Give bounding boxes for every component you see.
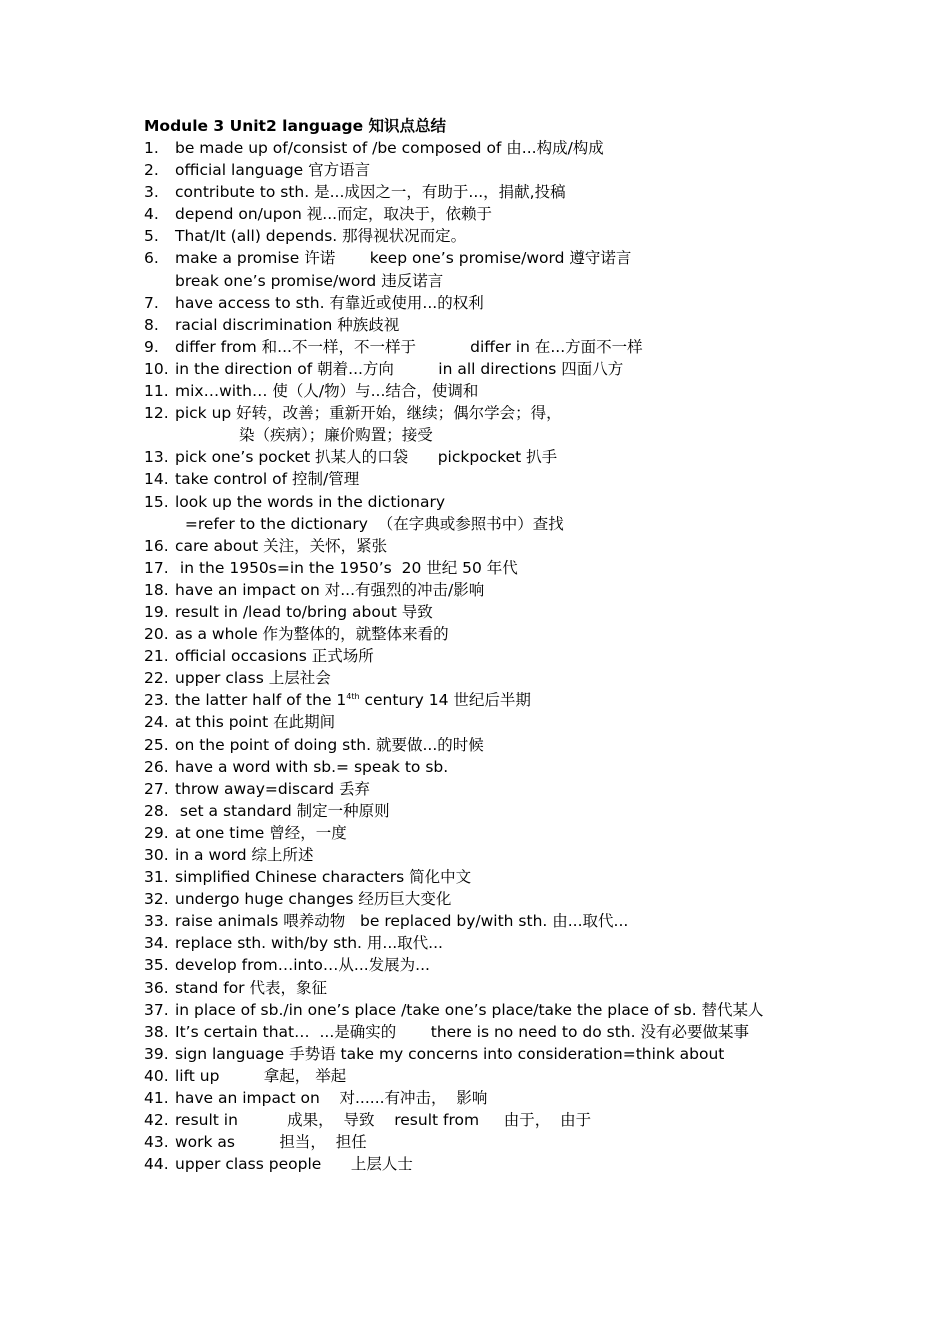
item-text — [175, 1065, 809, 1087]
item-text — [175, 203, 809, 225]
item-text — [175, 954, 809, 976]
list-item — [144, 756, 809, 778]
item-main-text: make a promise 许诺 keep one’s promise/word 遵守诺言 — [175, 249, 632, 268]
list-item — [144, 1021, 809, 1043]
item-main-text: racial discrimination 种族歧视 — [175, 315, 400, 334]
item-number: 26. — [144, 757, 169, 776]
item-text — [175, 778, 809, 800]
item-number: 16. — [144, 536, 169, 555]
item-main-text: depend on/upon 视...而定，取决于，依赖于 — [175, 205, 493, 224]
item-main-text: in the 1950s=in the 1950’s 20 世纪 50 年代 — [175, 558, 518, 577]
list-item — [144, 579, 809, 601]
item-text — [175, 181, 809, 203]
list-item — [144, 623, 809, 645]
item-main-text: care about 关注，关怀，紧张 — [175, 536, 388, 555]
item-main-text: That/It (all) depends. 那得视状况而定。 — [175, 227, 467, 246]
item-main-text: raise animals 喂养动物 be replaced by/with sth. 由...取代... — [175, 912, 629, 931]
list-item — [144, 645, 809, 667]
item-main-text: It’s certain that… ...是确实的 there is no need to do sth. 没有必要做某事 — [175, 1022, 749, 1041]
item-text — [175, 579, 809, 601]
list-item — [144, 137, 809, 159]
item-main-text: as a whole 作为整体的，就整体来看的 — [175, 625, 449, 644]
item-text — [175, 910, 809, 932]
list-item — [144, 557, 809, 579]
list-item — [144, 778, 809, 800]
item-number: 36. — [144, 978, 169, 997]
item-text — [175, 225, 809, 247]
item-number: 27. — [144, 779, 169, 798]
item-main-text: pick one’s pocket 扒某人的口袋 pickpocket 扒手 — [175, 448, 558, 467]
list-item — [144, 800, 809, 822]
list-item — [144, 1043, 809, 1065]
item-number: 6. — [144, 249, 159, 268]
list-item — [144, 247, 809, 291]
item-number: 1. — [144, 139, 159, 157]
item-text — [175, 800, 809, 822]
item-text — [175, 601, 809, 623]
item-main-text: have access to sth. 有靠近或使用...的权利 — [175, 293, 484, 312]
item-number: 34. — [144, 934, 169, 953]
item-main-text: work as 担当， 担任 — [175, 1133, 367, 1152]
item-number: 41. — [144, 1089, 169, 1108]
item-text — [175, 314, 809, 336]
item-number: 13. — [144, 448, 169, 467]
item-text — [175, 535, 809, 557]
list-item — [144, 822, 809, 844]
item-number: 18. — [144, 580, 169, 599]
item-number: 11. — [144, 382, 169, 401]
item-text — [175, 358, 809, 380]
item-main-text: have an impact on 对......有冲击， 影响 — [175, 1089, 488, 1108]
item-main-text: take control of 控制/管理 — [175, 470, 360, 489]
item-text — [175, 247, 809, 269]
item-text — [175, 734, 809, 756]
item-main-text: official occasions 正式场所 — [175, 647, 374, 666]
superscript-text: 4th — [346, 692, 360, 702]
item-main-text: replace sth. with/by sth. 用...取代... — [175, 934, 443, 953]
item-text — [175, 1087, 809, 1109]
item-main-text: look up the words in the dictionary — [175, 492, 446, 511]
item-number: 7. — [144, 293, 159, 312]
item-main-text: result in 成果， 导致 result from 由于， 由于 — [175, 1111, 592, 1130]
item-number: 28. — [144, 801, 169, 820]
item-number: 42. — [144, 1111, 169, 1130]
list-item — [144, 402, 809, 446]
item-number: 2. — [144, 161, 159, 180]
item-main-text: throw away=discard 丢弃 — [175, 779, 370, 798]
list-item — [144, 734, 809, 756]
item-main-text: develop from…into…从...发展为... — [175, 956, 430, 975]
item-number: 22. — [144, 669, 169, 688]
item-text — [175, 888, 809, 910]
list-item — [144, 1153, 809, 1175]
item-text — [175, 623, 809, 645]
item-number: 15. — [144, 492, 169, 511]
item-number: 24. — [144, 713, 169, 732]
item-number: 10. — [144, 359, 169, 378]
item-text — [175, 932, 809, 954]
item-continuation: =refer to the dictionary （在字典或参照书中）查找 — [175, 514, 564, 533]
item-main-text: simplified Chinese characters 简化中文 — [175, 868, 472, 887]
item-text — [175, 667, 809, 689]
item-number: 14. — [144, 470, 169, 489]
item-number: 19. — [144, 602, 169, 621]
item-main-text: in a word 综上所述 — [175, 846, 314, 864]
item-number: 32. — [144, 890, 169, 909]
item-main-text: stand for 代表，象征 — [175, 978, 327, 997]
item-main-text: official language 官方语言 — [175, 161, 371, 180]
list-item — [144, 446, 809, 468]
item-text — [175, 999, 809, 1021]
notes-content — [144, 115, 809, 1175]
list-item — [144, 689, 809, 711]
item-text — [175, 491, 809, 513]
item-main-text: sign language 手势语 take my concerns into consideration=think about — [175, 1044, 725, 1063]
item-text — [175, 1131, 809, 1153]
list-item — [144, 844, 809, 866]
list-item — [144, 999, 809, 1021]
item-text — [175, 822, 809, 844]
item-text — [175, 1153, 809, 1175]
item-number: 33. — [144, 912, 169, 931]
item-number: 9. — [144, 337, 159, 356]
item-text — [175, 645, 809, 667]
list-item — [144, 601, 809, 623]
document-title: Module 3 Unit2 language 知识点总结 — [144, 117, 447, 135]
list-item — [144, 1087, 809, 1109]
list-item — [144, 535, 809, 557]
item-number: 40. — [144, 1066, 169, 1085]
list-item — [144, 358, 809, 380]
item-main-text: in place of sb./in one’s place /take one’s place/take the place of sb. 替代某人 — [175, 1000, 764, 1019]
item-main-text: result in /lead to/bring about 导致 — [175, 602, 433, 621]
item-number: 39. — [144, 1044, 169, 1063]
item-text — [175, 557, 809, 579]
item-text — [175, 1021, 809, 1043]
item-main-text: differ from 和...不一样，不一样于 differ in 在...方面不一样 — [175, 337, 643, 356]
list-item — [144, 468, 809, 490]
item-main-text: upper class people 上层人士 — [175, 1155, 413, 1174]
item-text — [175, 711, 809, 733]
list-item — [144, 203, 809, 225]
item-text — [175, 844, 809, 866]
item-text — [175, 159, 809, 181]
item-main-text: upper class 上层社会 — [175, 669, 331, 688]
item-number: 8. — [144, 315, 159, 334]
item-text-after: century 14 世纪后半期 — [359, 691, 531, 710]
list-item — [144, 314, 809, 336]
item-text — [175, 402, 809, 424]
item-text — [175, 756, 809, 778]
item-main-text: lift up 拿起， 举起 — [175, 1066, 347, 1085]
vocabulary-list — [144, 137, 809, 1175]
item-continuation: 染（疾病）；廉价购置；接受 — [175, 426, 433, 445]
list-item — [144, 491, 809, 535]
item-number: 12. — [144, 404, 169, 423]
item-number: 31. — [144, 868, 169, 887]
item-text — [175, 137, 809, 159]
item-main-text: at one time 曾经，一度 — [175, 823, 347, 842]
item-main-text: have an impact on 对...有强烈的冲击/影响 — [175, 580, 485, 599]
list-item — [144, 1065, 809, 1087]
item-main-text: have a word with sb.= speak to sb. — [175, 757, 449, 776]
list-item — [144, 292, 809, 314]
item-number: 38. — [144, 1022, 169, 1041]
item-text — [175, 866, 809, 888]
item-number: 37. — [144, 1000, 169, 1019]
item-main-text: on the point of doing sth. 就要做...的时候 — [175, 735, 484, 754]
item-number: 5. — [144, 227, 159, 246]
list-item — [144, 932, 809, 954]
item-text — [175, 1043, 809, 1065]
item-main-text: mix…with… 使（人/物）与...结合，使调和 — [175, 382, 479, 401]
item-number: 29. — [144, 823, 169, 842]
item-number: 4. — [144, 205, 159, 224]
item-text — [175, 1109, 809, 1131]
item-number: 23. — [144, 691, 169, 710]
list-item — [144, 888, 809, 910]
list-item — [144, 910, 809, 932]
item-main-text: contribute to sth. 是...成因之一，有助于...，捐献,投稿 — [175, 183, 566, 202]
item-main-text: be made up of/consist of /be composed of 由...构成/构成 — [175, 139, 604, 157]
item-continuation: break one’s promise/word 违反诺言 — [175, 271, 444, 290]
item-text — [175, 336, 809, 358]
list-item — [144, 225, 809, 247]
item-main-text: set a standard 制定一种原则 — [175, 801, 390, 820]
item-main-text: undergo huge changes 经历巨大变化 — [175, 890, 452, 909]
item-main-text: in the direction of 朝着...方向 in all directions 四面八方 — [175, 359, 624, 378]
item-main-text: the latter half of the 1 — [175, 691, 347, 710]
item-number: 17. — [144, 558, 169, 577]
item-main-text: pick up 好转，改善；重新开始，继续；偶尔学会；得， — [175, 404, 562, 423]
item-text — [175, 689, 809, 711]
list-item — [144, 336, 809, 358]
item-number: 21. — [144, 647, 169, 666]
item-number: 20. — [144, 625, 169, 644]
list-item — [144, 159, 809, 181]
item-number: 35. — [144, 956, 169, 975]
list-item — [144, 667, 809, 689]
item-number: 30. — [144, 846, 169, 864]
item-number: 3. — [144, 183, 159, 202]
list-item — [144, 380, 809, 402]
list-item — [144, 181, 809, 203]
item-number: 25. — [144, 735, 169, 754]
list-item — [144, 711, 809, 733]
item-text — [175, 292, 809, 314]
item-main-text: at this point 在此期间 — [175, 713, 336, 732]
item-text — [175, 468, 809, 490]
item-text — [175, 446, 809, 468]
list-item — [144, 954, 809, 976]
list-item — [144, 866, 809, 888]
item-text — [175, 380, 809, 402]
list-item — [144, 1131, 809, 1153]
list-item — [144, 1109, 809, 1131]
item-text — [175, 977, 809, 999]
item-number: 44. — [144, 1155, 169, 1174]
list-item — [144, 977, 809, 999]
item-number: 43. — [144, 1133, 169, 1152]
